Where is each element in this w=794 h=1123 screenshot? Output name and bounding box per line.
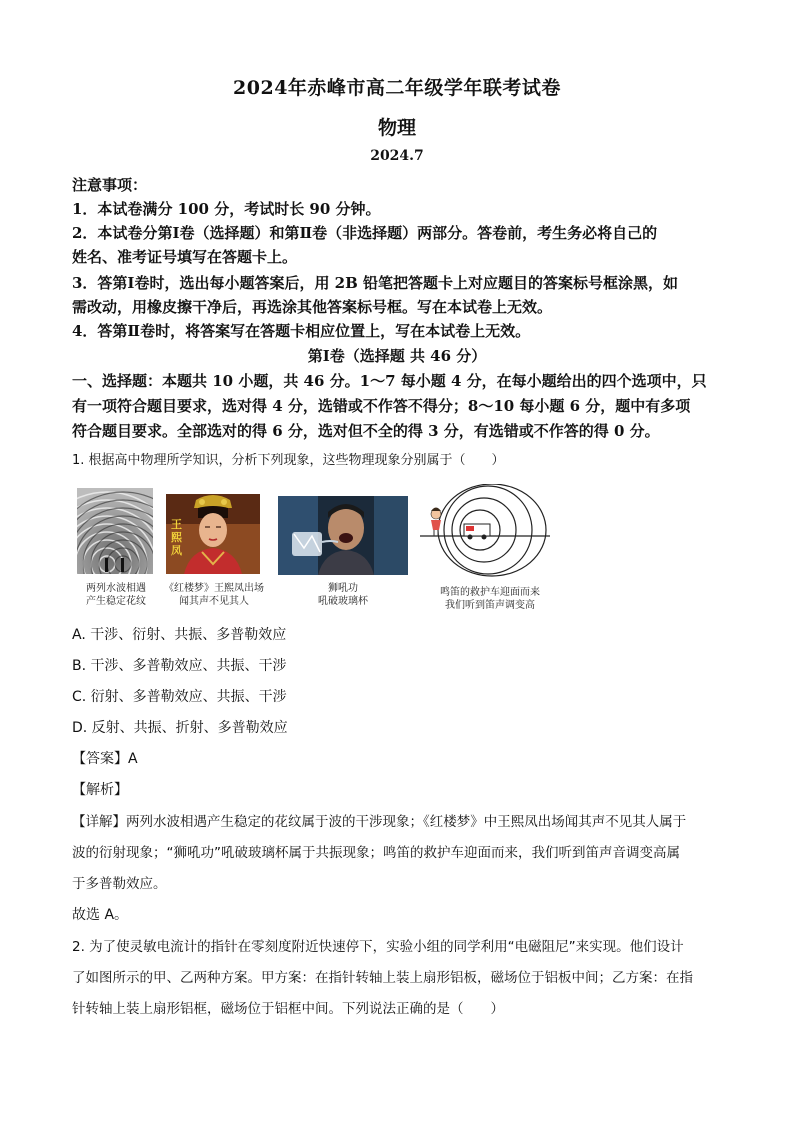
wang-xifeng-image — [166, 494, 260, 574]
subject-title: 物理 — [377, 117, 416, 139]
question-2-line: 针转轴上装上扇形铝框，磁场位于铝框中间。下列说法正确的是（ ） — [72, 1001, 504, 1017]
section-intro: 一、选择题：本题共 10 小题，共 46 分。1～7 每小题 4 分，在每小题给出的四个选项中，只 — [72, 372, 707, 390]
caption-line: 产生稳定花纹 — [86, 596, 146, 607]
section-heading: 第Ⅰ卷（选择题 共 46 分） — [307, 347, 487, 365]
notice-item: 1．本试卷满分 100 分，考试时长 90 分钟。 — [72, 200, 381, 218]
question-2-line: 2. 为了使灵敏电流计的指针在零刻度附近快速停下，实验小组的同学利用“电磁阻尼”来实现。他们设计 — [72, 939, 684, 955]
figure-3-caption — [298, 582, 388, 608]
overlay-caption: 王熙凤 — [171, 518, 182, 557]
notice-item: 3．答第Ⅰ卷时，选出每小题答案后，用 2B 铅笔把答题卡上对应题目的答案标号框涂黑，如 — [72, 274, 679, 292]
notice-item: 2．本试卷分第Ⅰ卷（选择题）和第Ⅱ卷（非选择题）两部分。答卷前，考生务必将自己的 — [72, 224, 658, 242]
option-c: C. 衍射、多普勒效应、共振、干涉 — [72, 689, 287, 705]
caption-line: 《红楼梦》王熙凤出场 — [164, 583, 264, 594]
notice-item: 姓名、准考证号填写在答题卡上。 — [72, 248, 298, 266]
caption-line: 鸣笛的救护车迎面而来 — [440, 587, 540, 598]
ambulance-doppler-diagram — [420, 484, 550, 582]
exam-date: 2024.7 — [370, 148, 424, 164]
caption-line: 两列水波相遇 — [86, 583, 146, 594]
notice-item: 4．答第Ⅱ卷时，将答案写在答题卡相应位置上，写在本试卷上无效。 — [72, 322, 531, 340]
caption-line: 吼破玻璃杯 — [318, 596, 368, 607]
conclusion-line: 故选 A。 — [72, 907, 129, 923]
caption-line: 闻其声不见其人 — [179, 596, 249, 607]
figure-2-caption — [160, 582, 268, 608]
analysis-label: 【解析】 — [72, 782, 128, 798]
water-wave-interference-image — [77, 488, 153, 574]
answer-line: 【答案】A — [72, 751, 138, 767]
section-intro: 有一项符合题目要求，选对得 4 分，选错或不作答不得分；8～10 每小题 6 分，题中有多项 — [72, 397, 691, 415]
exam-title: 2024年赤峰市高二年级学年联考试卷 — [233, 77, 561, 99]
caption-line: 我们听到笛声调变高 — [445, 600, 535, 611]
notice-item: 需改动，用橡皮擦干净后，再选涂其他答案标号框。写在本试卷上无效。 — [72, 298, 553, 316]
option-d: D. 反射、共振、折射、多普勒效应 — [72, 720, 288, 736]
figure-1-caption — [72, 582, 160, 608]
question-1-stem: 1. 根据高中物理所学知识，分析下列现象，这些物理现象分别属于（ ） — [72, 453, 505, 468]
option-b: B. 干涉、多普勒效应、共振、干涉 — [72, 658, 287, 674]
section-intro: 符合题目要求。全部选对的得 6 分，选对但不全的得 3 分，有选错或不作答的得 0 分。 — [72, 422, 660, 440]
detail-line: 于多普勒效应。 — [72, 876, 167, 892]
notice-heading: 注意事项： — [72, 176, 148, 194]
lion-roar-glass-image — [278, 496, 408, 575]
question-2-line: 了如图所示的甲、乙两种方案。甲方案：在指针转轴上装上扇形铝板，磁场位于铝板中间；乙方案：在指 — [72, 970, 693, 986]
detail-line: 【详解】两列水波相遇产生稳定的花纹属于波的干涉现象；《红楼梦》中王熙凤出场闻其声不见其人属于 — [72, 814, 687, 830]
caption-line: 狮吼功 — [328, 583, 358, 594]
detail-line: 波的衍射现象；“狮吼功”吼破玻璃杯属于共振现象；鸣笛的救护车迎面而来，我们听到笛声音调变高属 — [72, 845, 680, 861]
figure-4-caption — [426, 586, 554, 612]
option-a: A. 干涉、衍射、共振、多普勒效应 — [72, 627, 287, 643]
